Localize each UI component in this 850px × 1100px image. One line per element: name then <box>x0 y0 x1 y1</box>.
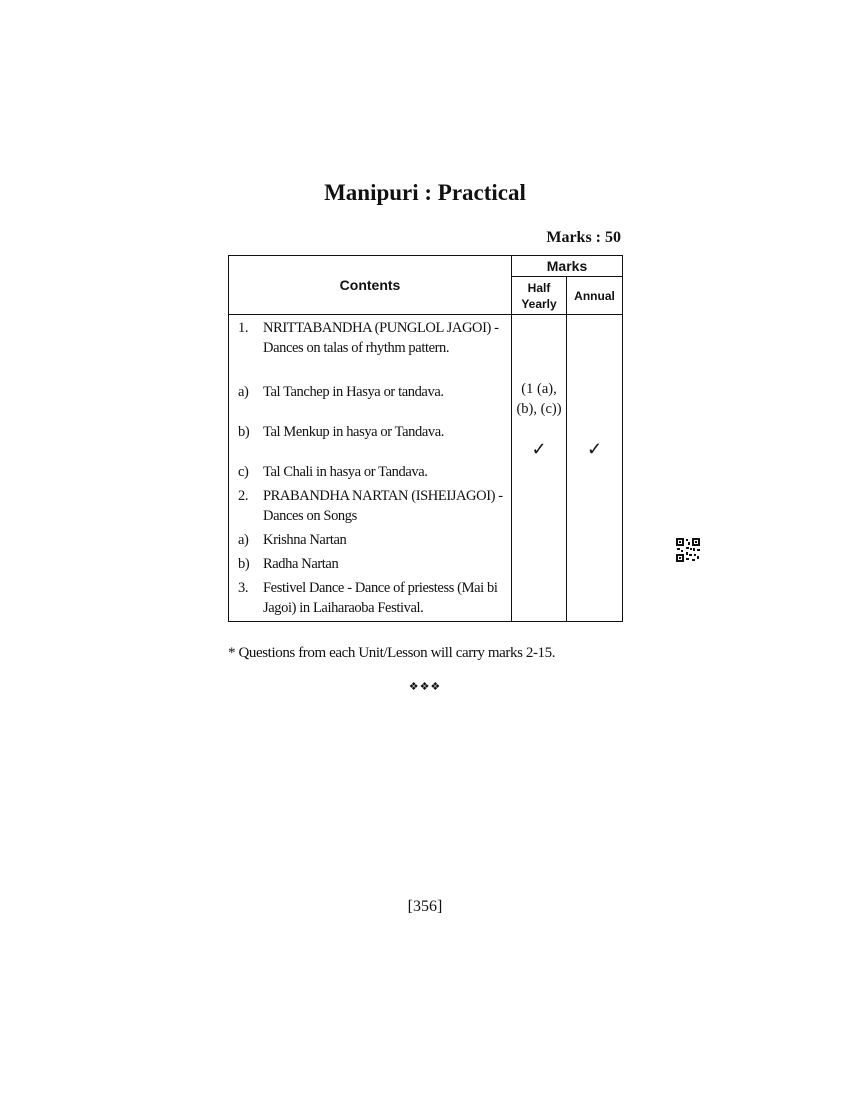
total-marks: Marks : 50 <box>546 229 621 246</box>
half-yearly-header: Half Yearly <box>512 277 567 315</box>
annual-header: Annual <box>567 277 623 315</box>
page-number: [356] <box>407 898 443 915</box>
footnote: * Questions from each Unit/Lesson will carry marks 2-15. <box>228 645 556 661</box>
half-yearly-cell <box>512 315 567 622</box>
annual-check-icon: ✓ <box>586 439 603 459</box>
marks-header: Marks <box>512 256 623 277</box>
annual-cell <box>567 315 623 622</box>
half-yearly-units: (1 (a), (b), (c)) <box>516 381 562 417</box>
half-yearly-check-icon: ✓ <box>531 439 547 459</box>
syllabus-table <box>228 255 623 622</box>
qr-code-icon <box>675 537 701 563</box>
page-title: Manipuri : Practical <box>324 180 526 205</box>
ornament-divider: ❖❖❖ <box>408 681 442 693</box>
contents-cell: 1. NRITTABANDHA (PUNGLOL JAGOI) - Dances on talas of rhythm pattern. a) Tal Tanchep in Hasya or tandava. b) Tal Menkup in hasya or Tandava. c) Tal Chali in hasya or Tandava. 2. PRABANDHA NARTAN (ISHEIJAGOI) - Dances on Songs a) Krishna Nartan b) Radha Nartan 3. Festivel Dance - Dance of priestess (Mai bi Jagoi) in Laiharaoba Festival. <box>229 315 512 622</box>
contents-header: Contents <box>229 256 512 315</box>
